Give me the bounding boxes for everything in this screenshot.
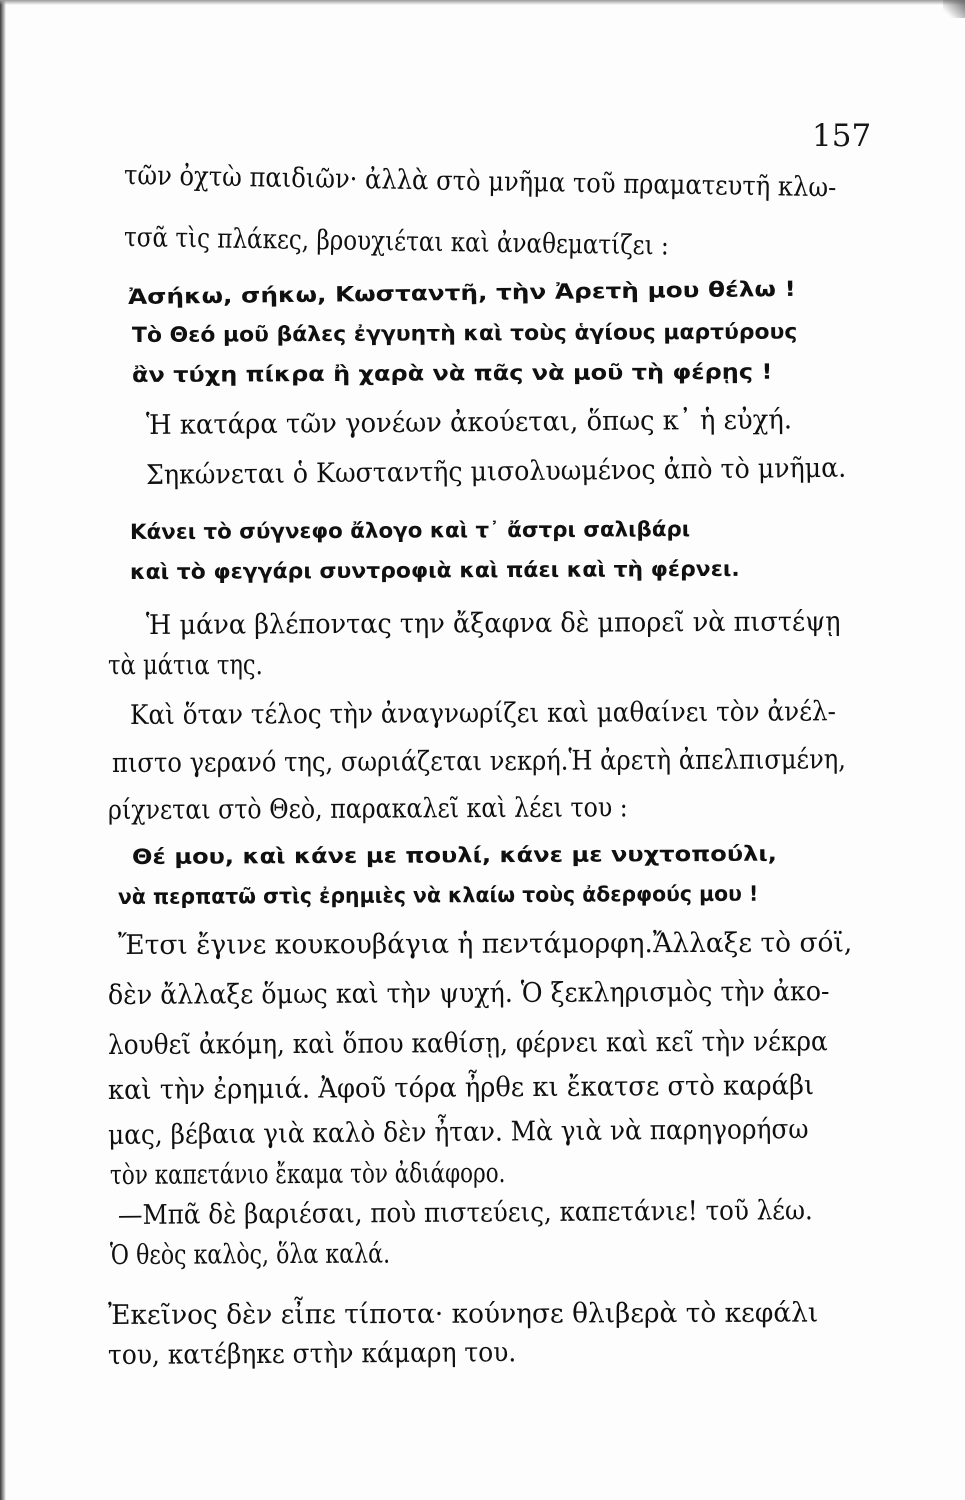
prose-line: ρίχνεται στὸ Θεὸ, παρακαλεῖ καὶ λέει του : (107, 792, 628, 826)
prose-line: τὰ μάτια της. (108, 650, 263, 681)
verse-line: Τὸ Θεό μοῦ βάλες ἐγγυητὴ καὶ τοὺς ἁγίους μαρτύρους (131, 319, 798, 347)
prose-line: Ἐκεῖνος δὲν εἶπε τίποτα· κούνησε θλιβερὰ τὸ κεφάλι (107, 1297, 819, 1331)
prose-line: τῶν ὀχτὼ παιδιῶν· ἀλλὰ στὸ μνῆμα τοῦ πραματευτῆ κλω- (123, 160, 837, 204)
prose-line: —Μπᾶ δὲ βαριέσαι, ποὺ πιστεύεις, καπετάνιε! τοῦ λέω. (117, 1195, 813, 1231)
prose-line: Ὁ θεὸς καλὸς, ὅλα καλά. (109, 1238, 391, 1271)
prose-line: Καὶ ὅταν τέλος τὴν ἀναγνωρίζει καὶ μαθαίνει τὸν ἀνέλ- (129, 696, 837, 731)
page-left-edge (0, 0, 6, 1500)
verse-line: ἂν τύχη πίκρα ἢ χαρὰ νὰ πᾶς νὰ μοῦ τὴ φέρῃς ! (131, 359, 773, 387)
page-corner-shadow (943, 0, 965, 18)
prose-line: του, κατέβηκε στὴν κάμαρη του. (107, 1337, 517, 1371)
prose-line: μας, βέβαια γιὰ καλὸ δὲν ἦταν. Μὰ γιὰ νὰ παρηγορήσω (107, 1113, 809, 1151)
verse-line: Θέ μου, καὶ κάνε με πουλί, κάνε με νυχτοπούλι, (131, 841, 777, 869)
prose-line: δὲν ἄλλαξε ὅμως καὶ τὴν ψυχή. Ὁ ξεκληρισμὸς τὴν ἀκο- (107, 976, 830, 1011)
verse-line: νὰ περπατῶ στὶς ἐρημιὲς νὰ κλαίω τοὺς ἀδερφούς μου ! (117, 881, 759, 909)
prose-line: Ἔτσι ἔγινε κουκουβάγια ἡ πεντάμορφη.Ἄλλαξε τὸ σόϊ, (117, 927, 853, 961)
prose-line: Ἡ μάνα βλέποντας την ἄξαφνα δὲ μπορεῖ νὰ πιστέψῃ (145, 606, 841, 641)
prose-line: καὶ τὴν ἐρημιά. Ἀφοῦ τόρα ἦρθε κι ἔκατσε στὸ καράβι (107, 1070, 815, 1106)
verse-line: Ἀσήκω, σήκω, Κωσταντῆ, τὴν Ἀρετὴ μου θέλω ! (127, 276, 796, 309)
prose-line: Σηκώνεται ὁ Κωσταντῆς μισολυωμένος ἀπὸ τὸ μνῆμα. (145, 452, 847, 491)
prose-line: πιστο γερανό της, σωριάζεται νεκρή.Ἡ ἀρετὴ ἀπελπισμένη, (111, 744, 847, 779)
page-top-edge (0, 0, 965, 5)
prose-line: Ἡ κατάρα τῶν γονέων ἀκούεται, ὅπως κ᾽ ἡ εὐχή. (145, 404, 793, 441)
prose-line: λουθεῖ ἀκόμη, καὶ ὅπου καθίσῃ, φέρνει καὶ κεῖ τὴν νέκρα (107, 1026, 828, 1061)
prose-line: τσᾶ τὶς πλάκες, βρουχιέται καὶ ἀναθεματίζει : (123, 222, 669, 262)
verse-line: Κάνει τὸ σύγνεφο ἄλογο καὶ τ᾽ ἄστρι σαλιβάρι (129, 517, 691, 544)
prose-line: τὸν καπετάνιο ἔκαμα τὸν ἀδιάφορο. (109, 1157, 506, 1191)
page-number: 157 (812, 118, 872, 154)
verse-line: καὶ τὸ φεγγάρι συντροφιὰ καὶ πάει καὶ τὴ φέρνει. (129, 556, 740, 584)
